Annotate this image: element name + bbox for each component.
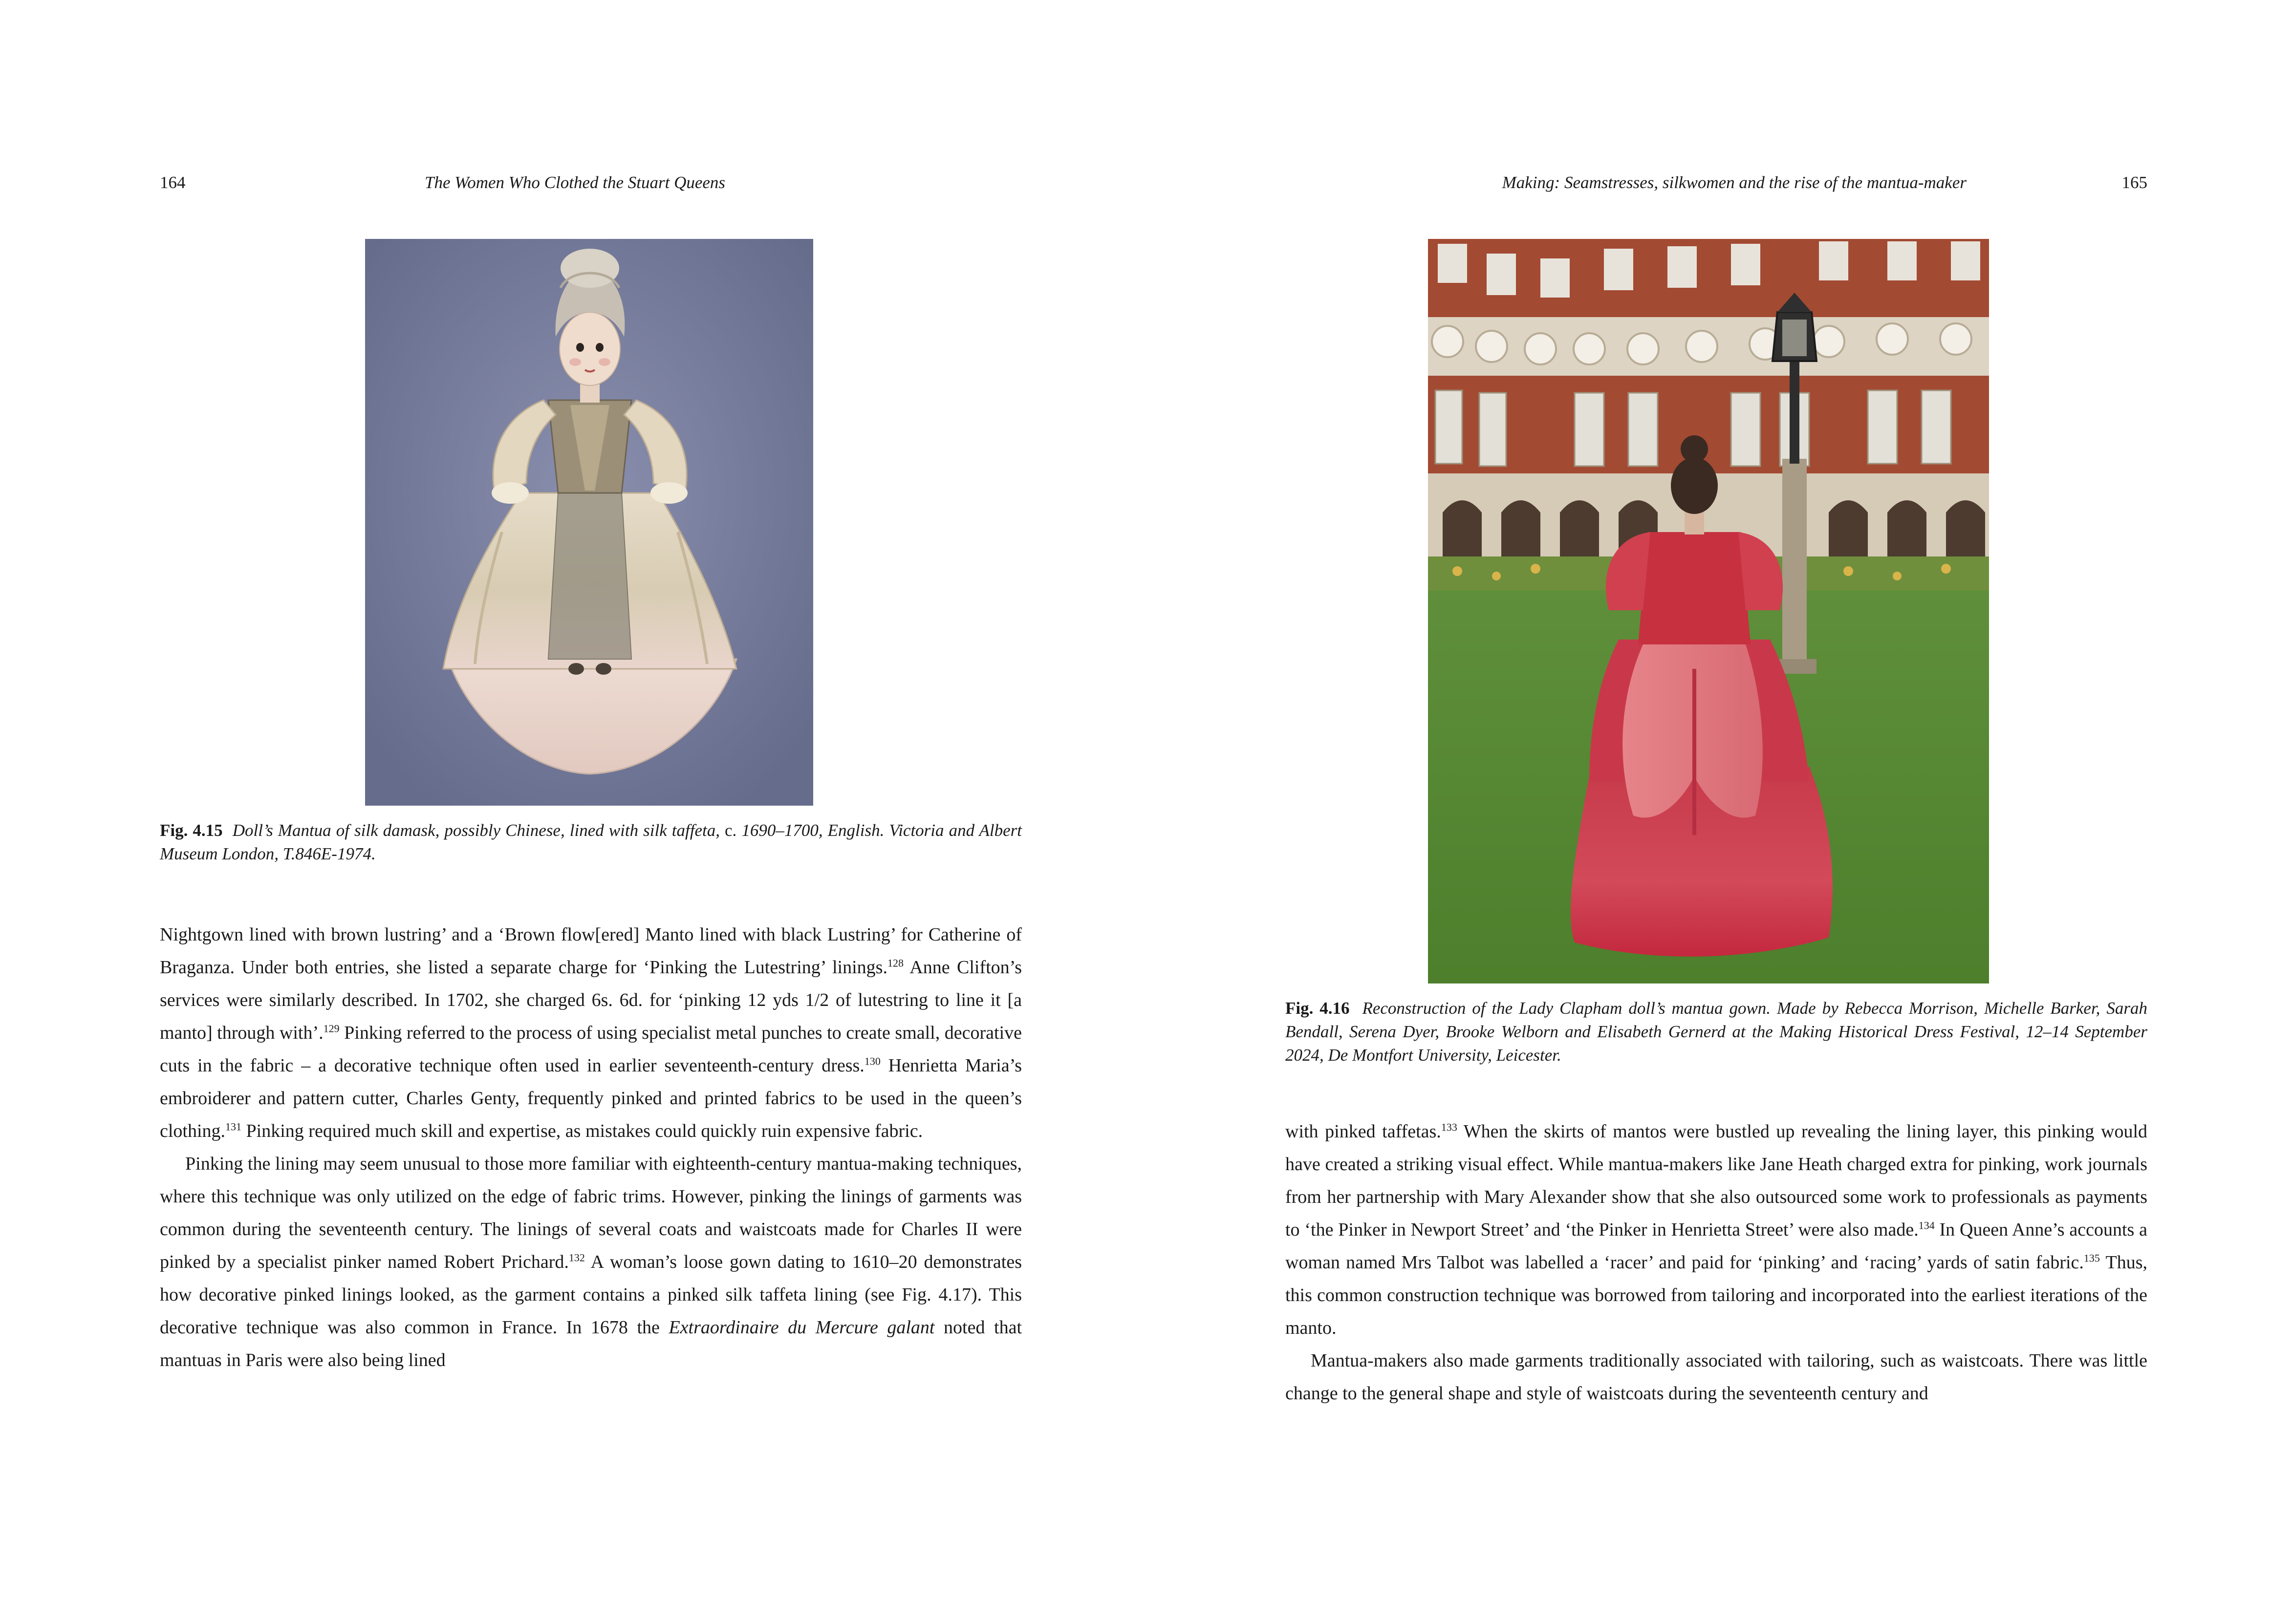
running-title-right: Making: Seamstresses, silkwomen and the rise of the mantua-maker <box>1502 173 1967 192</box>
doll-mantua-image <box>365 239 813 806</box>
figure-label: Fig. 4.15 <box>160 821 223 840</box>
text-run: Thus, this common construction technique was borrowed from tailoring and incorporated into the earliest iterations of the manto. <box>1285 1252 2147 1338</box>
footnote-ref[interactable]: 128 <box>887 957 904 969</box>
figure-mantua-reconstruction <box>1428 239 1989 983</box>
text-run: Pinking the lining may seem unusual to those more familiar with eighteenth-century mantua-making techniques, where this technique was only utilized on the edge of fabric trims. However, pinking the linings of garments was common during the seventeenth century. The linings of several coats and waistcoats made for Charles II were pinked by a specialist pinker named Robert Prichard. <box>160 1154 1022 1272</box>
right-page <box>1285 0 2147 1624</box>
paragraph <box>1285 1345 2147 1410</box>
figure-doll-mantua <box>365 239 813 806</box>
page-number-left: 164 <box>160 173 186 192</box>
footnote-ref[interactable]: 132 <box>568 1251 585 1264</box>
text-run: with pinked taffetas. <box>1285 1121 1441 1142</box>
text-run: Pinking required much skill and expertise, as mistakes could quickly ruin expensive fabric. <box>241 1121 923 1141</box>
caption-text-a: Doll’s Mantua of silk damask, possibly Chinese, lined with silk taffeta, <box>232 821 725 840</box>
paragraph <box>1285 1115 2147 1345</box>
figure-label: Fig. 4.16 <box>1285 999 1350 1018</box>
body-text-left <box>160 919 1022 1377</box>
running-head-right <box>1285 171 2147 195</box>
footnote-ref[interactable]: 129 <box>323 1022 340 1035</box>
text-run: A woman’s loose gown dating to 1610–20 demonstrates how decorative pinked linings looked, as the garment contains a pinked silk taffeta lining (see Fig. 4.17). This decorative technique was also common in France. In 1678 the <box>160 1252 1022 1338</box>
text-run: Nightgown lined with brown lustring’ and a ‘Brown flow[ered] Manto lined with black Lustring’ for Catherine of Braganza. Under both entries, she listed a separate charge for ‘Pinking the Lutestring’ linings. <box>160 924 1022 978</box>
footnote-ref[interactable]: 133 <box>1441 1121 1457 1133</box>
caption-circa: c. <box>725 821 737 840</box>
text-run: noted that mantuas in Paris were also being lined <box>160 1317 1022 1370</box>
caption-text-b: 1690–1700, English. Victoria and Albert Museum London, T.846E-1974. <box>160 821 1022 863</box>
text-run: Mantua-makers also made garments traditionally associated with tailoring, such as waistcoats. There was little change to the general shape and style of waistcoats during the seventeenth century and <box>1285 1350 2147 1404</box>
text-run: Pinking referred to the process of using specialist metal punches to create small, decorative cuts in the fabric – a decorative technique often used in earlier seventeenth-century dress. <box>160 1023 1022 1076</box>
footnote-ref[interactable]: 130 <box>864 1055 881 1068</box>
figure-caption-4-15 <box>160 819 1022 866</box>
running-head-left <box>160 171 1022 195</box>
body-text-right <box>1285 1115 2147 1410</box>
footnote-ref[interactable]: 131 <box>225 1120 242 1133</box>
page-number-right: 165 <box>2121 173 2147 192</box>
left-page <box>160 0 1022 1624</box>
text-run: In Queen Anne’s accounts a woman named Mrs Talbot was labelled a ‘racer’ and paid for ‘pinking’ and ‘racing’ yards of satin fabric. <box>1285 1219 2147 1273</box>
paragraph <box>160 919 1022 1148</box>
text-run: When the skirts of mantos were bustled up revealing the lining layer, this pinking would have created a striking visual effect. While mantua-makers like Jane Heath charged extra for pinking, work journals from her partnership with Mary Alexander show that she also outsourced some work to professionals as payments to ‘the Pinker in Newport Street’ and ‘the Pinker in Henrietta Street’ were also made. <box>1285 1121 2148 1240</box>
footnote-ref[interactable]: 135 <box>2083 1252 2100 1264</box>
paragraph <box>160 1148 1022 1377</box>
text-run: Henrietta Maria’s embroiderer and pattern cutter, Charles Genty, frequently pinked and printed fabrics to be used in the queen’s clothing. <box>160 1055 1022 1141</box>
caption-text: Reconstruction of the Lady Clapham doll’s mantua gown. Made by Rebecca Morrison, Michelle Barker, Sarah Bendall, Serena Dyer, Brooke Welborn and Elisabeth Gernerd at the Making Historical Dress Festival, 12–14 September 2024, De Montfort University, Leicester. <box>1285 999 2147 1065</box>
running-title-left: The Women Who Clothed the Stuart Queens <box>425 173 726 192</box>
mantua-reconstruction-photo <box>1428 239 1989 983</box>
footnote-ref[interactable]: 134 <box>1918 1219 1935 1232</box>
text-run: Anne Clifton’s services were similarly described. In 1702, she charged 6s. 6d. for ‘pinking 12 yds 1/2 of lutestring to line it [a manto] through with’. <box>160 957 1022 1043</box>
italic-title: Extraordinaire du Mercure galant <box>669 1317 935 1338</box>
figure-caption-4-16 <box>1285 997 2147 1067</box>
